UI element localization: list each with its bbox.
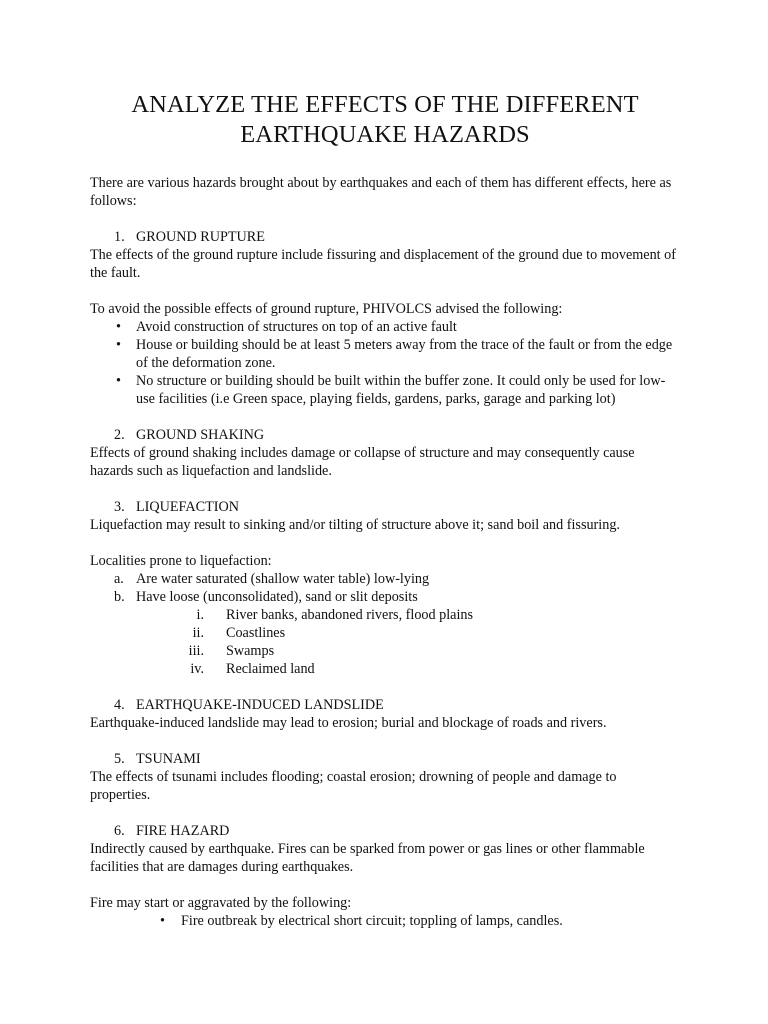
- bullet-list: [90, 318, 680, 408]
- section-heading: [90, 426, 680, 444]
- section-ground-rupture: [90, 228, 680, 408]
- roman-list: [90, 606, 680, 678]
- section-title: LIQUEFACTION: [136, 499, 239, 515]
- list-marker: b.: [114, 589, 125, 605]
- bullet-list: [90, 912, 680, 930]
- section-number: 3.: [114, 499, 125, 515]
- section-text: Indirectly caused by earthquake. Fires can be sparked from power or gas lines or other flammable facilities that are damages during earthquakes.: [90, 841, 645, 875]
- list-marker: a.: [114, 571, 124, 587]
- section-ground-shaking: [90, 426, 680, 480]
- title-line-2: EARTHQUAKE HAZARDS: [240, 121, 530, 148]
- section-liquefaction: [90, 498, 680, 678]
- section-number: 6.: [114, 823, 125, 839]
- list-item: i. River banks, abandoned rivers, flood plains: [90, 606, 680, 624]
- section-title: FIRE HAZARD: [136, 823, 230, 839]
- section-number: 1.: [114, 229, 125, 245]
- list-marker: i.: [196, 607, 204, 623]
- list-item: • No structure or building should be built within the buffer zone. It could only be used for low-use facilities (i.e Green space, playing fields, gardens, parks, garage and parking lot): [116, 373, 666, 407]
- bullet-icon: •: [116, 337, 121, 353]
- section-title: EARTHQUAKE-INDUCED LANDSLIDE: [136, 697, 384, 713]
- section-sub-intro: To avoid the possible effects of ground rupture, PHIVOLCS advised the following:: [90, 301, 563, 317]
- section-title: GROUND RUPTURE: [136, 229, 265, 245]
- section-tsunami: [90, 750, 680, 804]
- section-number: 4.: [114, 697, 125, 713]
- section-text: The effects of the ground rupture include fissuring and displacement of the ground due to movement of the fault.: [90, 247, 676, 281]
- section-sub-intro: Localities prone to liquefaction:: [90, 553, 272, 569]
- bullet-icon: •: [160, 913, 165, 929]
- list-item: iv. Reclaimed land: [90, 660, 680, 678]
- list-item: iii. Swamps: [90, 642, 680, 660]
- section-heading: [90, 696, 680, 714]
- section-title: GROUND SHAKING: [136, 427, 265, 443]
- section-sub-intro: Fire may start or aggravated by the following:: [90, 895, 352, 911]
- section-text: The effects of tsunami includes flooding; coastal erosion; drowning of people and damage to properties.: [90, 769, 617, 803]
- list-item: a. Are water saturated (shallow water table) low-lying: [114, 571, 430, 587]
- section-title: TSUNAMI: [136, 751, 201, 767]
- bullet-icon: •: [116, 319, 121, 335]
- list-item: ii. Coastlines: [90, 624, 680, 642]
- section-text: Effects of ground shaking includes damage or collapse of structure and may consequently cause hazards such as liquefaction and landslide.: [90, 445, 635, 479]
- list-item: b. Have loose (unconsolidated), sand or slit deposits: [114, 589, 418, 605]
- section-text: Liquefaction may result to sinking and/or tilting of structure above it; sand boil and fissuring.: [90, 517, 620, 533]
- list-item: • Avoid construction of structures on top of an active fault: [116, 319, 457, 335]
- section-heading: [90, 228, 680, 246]
- list-marker: ii.: [192, 625, 204, 641]
- section-heading: [90, 750, 680, 768]
- list-item: • Fire outbreak by electrical short circuit; toppling of lamps, candles.: [160, 913, 563, 929]
- list-item: • House or building should be at least 5 meters away from the trace of the fault or from the edge of the deformation zone.: [116, 337, 673, 371]
- intro-paragraph: There are various hazards brought about by earthquakes and each of them has different effects, here as follows:: [90, 175, 672, 209]
- title-line-1: ANALYZE THE EFFECTS OF THE DIFFERENT: [131, 91, 639, 118]
- list-marker: iii.: [188, 643, 204, 659]
- section-heading: [90, 822, 680, 840]
- list-marker: iv.: [190, 661, 204, 677]
- bullet-icon: •: [116, 373, 121, 389]
- section-text: Earthquake-induced landslide may lead to erosion; burial and blockage of roads and rivers.: [90, 715, 607, 731]
- section-earthquake-induced-landslide: [90, 696, 680, 732]
- section-heading: [90, 498, 680, 516]
- section-number: 2.: [114, 427, 125, 443]
- alpha-list: [90, 570, 680, 606]
- section-fire-hazard: [90, 822, 680, 930]
- section-number: 5.: [114, 751, 125, 767]
- document-title: [90, 90, 680, 150]
